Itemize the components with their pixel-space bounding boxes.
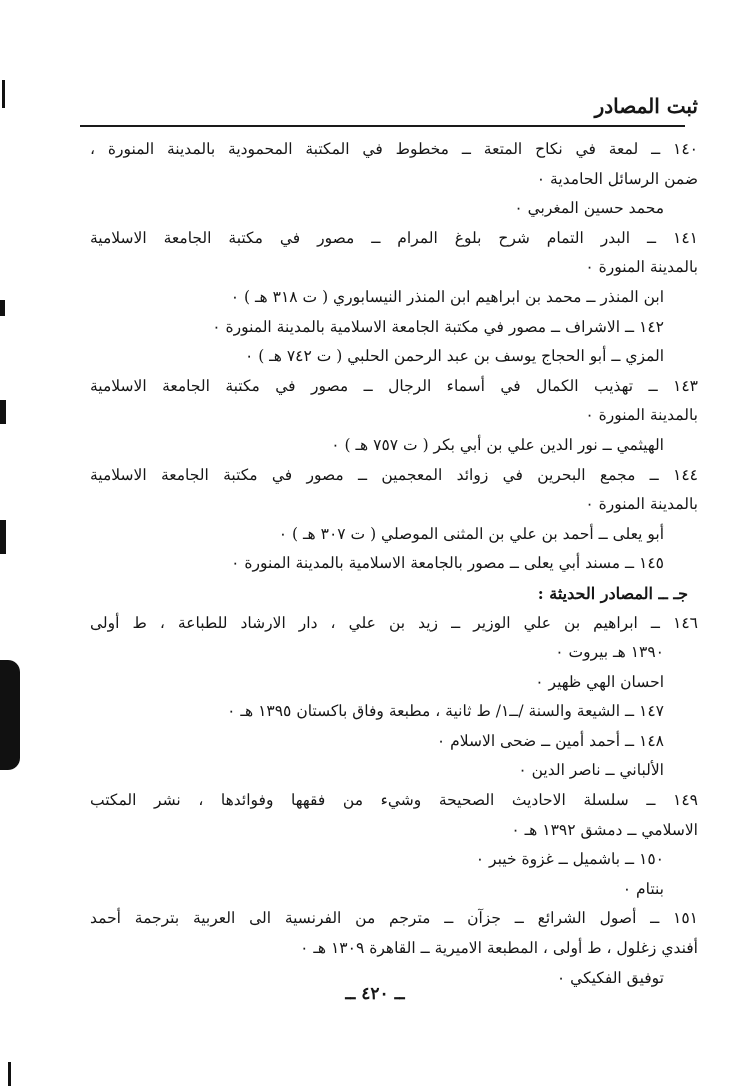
bibliography-line: ١٥٠ ــ باشميل ــ غزوة خيبر ٠: [475, 850, 664, 869]
page-title: ثبت المصادر: [594, 94, 698, 118]
bibliography-line: ابن المنذر ــ محمد بن ابراهيم ابن المنذر النيسابوري ( ت ٣١٨ هـ ) ٠: [230, 287, 664, 306]
bibliography-line: بالمدينة المنورة ٠: [585, 258, 698, 277]
bibliography-line: الاسلامي ــ دمشق ١٣٩٢ هـ ٠: [511, 820, 698, 839]
bibliography-line: أبو يعلى ــ أحمد بن علي بن المثنى الموصلي ( ت ٣٠٧ هـ ) ٠: [278, 524, 664, 543]
scan-edge-mark: [0, 300, 5, 316]
bibliography-line: بالمدينة المنورة ٠: [585, 406, 698, 425]
bibliography-line: احسان الهي ظهير ٠: [535, 672, 664, 691]
bibliography-line: ١٤٥ ــ مسند أبي يعلى ــ مصور بالجامعة الاسلامية بالمدينة المنورة ٠: [231, 554, 664, 573]
bibliography-line: ١٤١ ــ البدر التمام شرح بلوغ المرام ــ مصور في مكتبة الجامعة الاسلامية: [90, 228, 698, 247]
scan-edge-mark: [0, 660, 20, 770]
bibliography-line: ١٤٦ ــ ابراهيم بن علي الوزير ــ زيد بن علي ، دار الارشاد للطباعة ، ط أولى: [90, 613, 698, 632]
scan-edge-mark: [0, 400, 6, 424]
bibliography-line: الهيثمي ــ نور الدين علي بن أبي بكر ( ت ٧٥٧ هـ ) ٠: [331, 435, 664, 454]
bibliography-line: ١٥١ ــ أصول الشرائع ــ جزآن ــ مترجم من الفرنسية الى العربية بترجمة أحمد: [90, 909, 698, 928]
page-number: ــ ٤٢٠ ــ: [345, 984, 405, 1004]
header-divider: [80, 125, 685, 127]
bibliography-line: بالمدينة المنورة ٠: [585, 495, 698, 514]
bibliography-line: ١٤٣ ــ تهذيب الكمال في أسماء الرجال ــ مصور في مكتبة الجامعة الاسلامية: [90, 376, 698, 395]
bibliography-line: ١٤٧ ــ الشيعة والسنة /ــ١/ ط ثانية ، مطبعة وفاق باكستان ١٣٩٥ هـ ٠: [227, 702, 664, 721]
bibliography-line: ١٤٩ ــ سلسلة الاحاديث الصحيحة وشيء من فقهها وفوائدها ، نشر المكتب: [90, 791, 698, 810]
bibliography-line: أفندي زغلول ، ط أولى ، المطبعة الاميرية ــ القاهرة ١٣٠٩ هـ ٠: [300, 939, 698, 958]
bibliography-line: ١٤٤ ــ مجمع البحرين في زوائد المعجمين ــ مصور في مكتبة الجامعة الاسلامية: [90, 465, 698, 484]
section-heading: جـ ــ المصادر الحديثة :: [537, 583, 688, 603]
bibliography-line: ١٣٩٠ هـ بيروت ٠: [555, 643, 664, 662]
scan-edge-mark: [2, 80, 5, 108]
bibliography-line: محمد حسين المغربي ٠: [514, 199, 664, 218]
bibliography-list: [90, 135, 698, 993]
bibliography-line: ١٤٢ ــ الاشراف ــ مصور في مكتبة الجامعة الاسلامية بالمدينة المنورة ٠: [212, 317, 664, 336]
bibliography-line: توفيق الفكيكي ٠: [556, 968, 664, 987]
scan-edge-mark: [8, 1062, 11, 1086]
bibliography-line: ضمن الرسائل الحامدية ٠: [536, 169, 698, 188]
scan-edge-mark: [0, 520, 6, 554]
bibliography-line: ١٤٠ ــ لمعة في نكاح المتعة ــ مخطوط في المكتبة المحمودية بالمدينة المنورة ،: [90, 140, 698, 158]
bibliography-line: بنتام ٠: [622, 879, 664, 898]
bibliography-line: ١٤٨ ــ أحمد أمين ــ ضحى الاسلام ٠: [436, 731, 664, 750]
bibliography-line: الألباني ــ ناصر الدين ٠: [518, 761, 664, 780]
bibliography-line: المزي ــ أبو الحجاج يوسف بن عبد الرحمن الحلبي ( ت ٧٤٢ هـ ) ٠: [244, 347, 664, 366]
